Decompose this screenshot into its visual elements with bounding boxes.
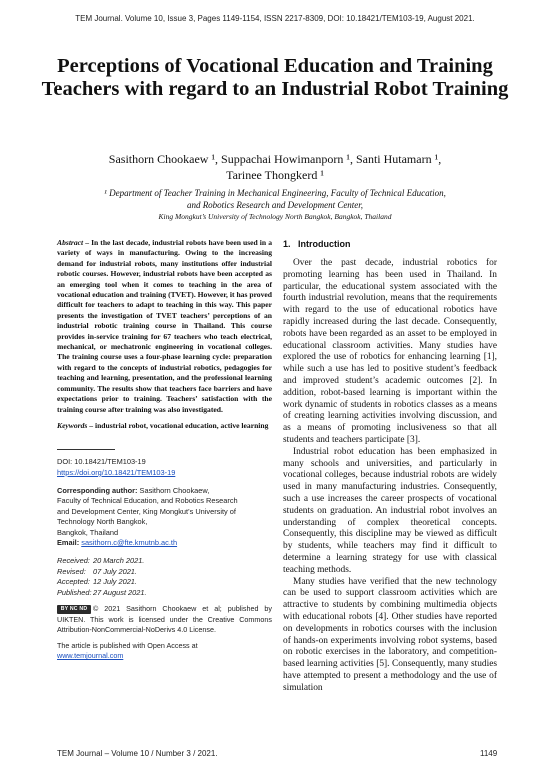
corresponding-label: Corresponding author:	[57, 485, 138, 495]
date-received: Received: 20 March 2021.	[57, 556, 145, 566]
separator-rule	[57, 449, 115, 450]
abstract	[57, 238, 272, 415]
corresponding-line-4: Technology North Bangkok,	[57, 517, 148, 527]
email-link[interactable]: sasithorn.c@fte.kmutnb.ac.th	[81, 538, 178, 548]
keywords-text: – industrial robot, vocational education, active learning	[87, 420, 269, 430]
corresponding-name: Sasithorn Chookaew,	[137, 485, 210, 495]
article-metadata	[57, 457, 272, 661]
doi-text: DOI: 10.18421/TEM103-19	[57, 457, 146, 467]
authors-line-1: Sasithorn Chookaew ¹, Suppachai Howimanporn ¹, Santi Hutamarn ¹,	[108, 152, 442, 166]
keywords	[57, 421, 272, 431]
page-number: 1149	[480, 749, 498, 758]
abstract-label: Abstract	[57, 238, 84, 247]
section-heading	[283, 238, 497, 250]
corresponding-author	[57, 486, 272, 497]
dates-block	[57, 556, 272, 598]
doi-link[interactable]: https://doi.org/10.18421/TEM103-19	[57, 467, 176, 477]
section-number: 1.	[283, 239, 291, 249]
section-title: Introduction	[298, 239, 351, 249]
right-column	[283, 238, 497, 694]
date-published: Published:27 August 2021.	[57, 587, 147, 597]
license-text: BY NC ND © 2021 Sasithorn Chookaew et al; published by UIKTEN. This work is licensed under the Creative Commons Attribution-NonCommercial-NoDerivs 4.0 License.	[57, 604, 272, 634]
corresponding-line-5: Bangkok, Thailand	[57, 527, 119, 537]
affiliation-line-3: King Mongkut’s University of Technology North Bangkok, Bangkok, Thailand	[158, 212, 392, 221]
paragraph: Industrial robot education has been emphasized in many schools and universities, and particularly in vocational colleges, because industrial robots are widely used in many manufacturing industries. Consequently, such a use increases the career prospects of vocational students on graduation. An industrial robot involves an understanding of complex theoretical concepts. Consequently, this discipline may be viewed as difficult by students, while teachers may find it difficult to determine a learning strategy for use with classical teaching methods.	[283, 446, 497, 575]
footer-journal: TEM Journal – Volume 10 / Number 3 / 2021.	[57, 749, 218, 758]
affiliation	[40, 188, 510, 223]
email-row	[57, 538, 272, 549]
authors-line-2: Tarinee Thongkerd ¹	[226, 168, 324, 182]
corresponding-line-3: and Development Center, King Mongkut’s University of	[57, 506, 236, 516]
affiliation-line-1: ¹ Department of Teacher Training in Mechanical Engineering, Faculty of Technical Education,	[104, 188, 446, 198]
open-access-text: The article is published with Open Access at www.temjournal.com	[57, 641, 198, 661]
author-list	[40, 151, 510, 183]
cc-license-icon: BY NC ND	[57, 605, 91, 614]
affiliation-line-2: and Robotics Research and Development Center,	[186, 199, 364, 210]
paragraph: Over the past decade, industrial robotics for promoting learning has been used in Thailand. In particular, the educational system associated with the fourth industrial revolution, means that the requirements with regard to the use of educational robotics have rapidly increased during the last decade. Consequently, robots have been regarded as an asset to be employed in educational classroom activities. Many studies have explored the use of robotics for enhancing learning [1], while such a use has led to positive student’s feedback and improved student’s academic outcomes [2]. In addition, robot-based learning is important within the work dynamic of students in robotics classes as a means of creating learning activities involving discussion, and as a means of promoting inclusiveness so that all students and teachers participate [3].	[283, 258, 497, 445]
email-label: Email:	[57, 538, 80, 548]
left-column	[57, 238, 272, 661]
journal-link[interactable]: www.temjournal.com	[57, 651, 124, 661]
date-accepted: Accepted: 12 July 2021.	[57, 577, 137, 587]
date-revised: Revised: 07 July 2021.	[57, 566, 137, 576]
paper-title: Perceptions of Vocational Education and Training Teachers with regard to an Industrial Robot Training	[41, 55, 509, 100]
keywords-label: Keywords	[57, 420, 88, 430]
abstract-text: – In the last decade, industrial robots have been used in a variety of ways in manufacturing. Owing to the increasing demand for industrial robots, many institutions offer industrial robotic courses. However, industrial robots have been accepted as an emerging tool when it comes to teaching in the area of vocational education and training (TVET). However, it has proved difficult for teachers to adapt to teaching in this way. This paper presents the investigation of TVET teachers’ perceptions of an industrial robotic training course in Thailand. This course provides in-service training for 67 teachers who teach electrical, mechanical, or mechatronic engineering in vocational colleges. The training course uses a four-phase learning cycle: preparation with regard to the concepts of industrial robotics, pedagogies for teaching and learning, presentation, and the professional learning community. The results show that teachers face barriers and have expectations prior to training. Teachers’ satisfaction with the training course after training was also investigated.	[57, 238, 272, 414]
running-header: TEM Journal. Volume 10, Issue 3, Pages 1149-1154, ISSN 2217-8309, DOI: 10.18421/TEM103-19, August 2021.	[75, 14, 475, 23]
corresponding-line-2: Faculty of Technical Education, and Robotics Research	[57, 496, 238, 506]
paragraph: Many studies have verified that the new technology can be used to support classroom activities which are attractive to students by combining multimedia objects with educational robots [4]. Other studies have reported on developments in robotics courses with the inclusion of hands-on experiments involving robot systems, based on robotic exercises in the laboratory, and competition-based learning activities [5]. Consequently, many studies have attempted to present a methodology and the use of simulation	[283, 576, 497, 693]
